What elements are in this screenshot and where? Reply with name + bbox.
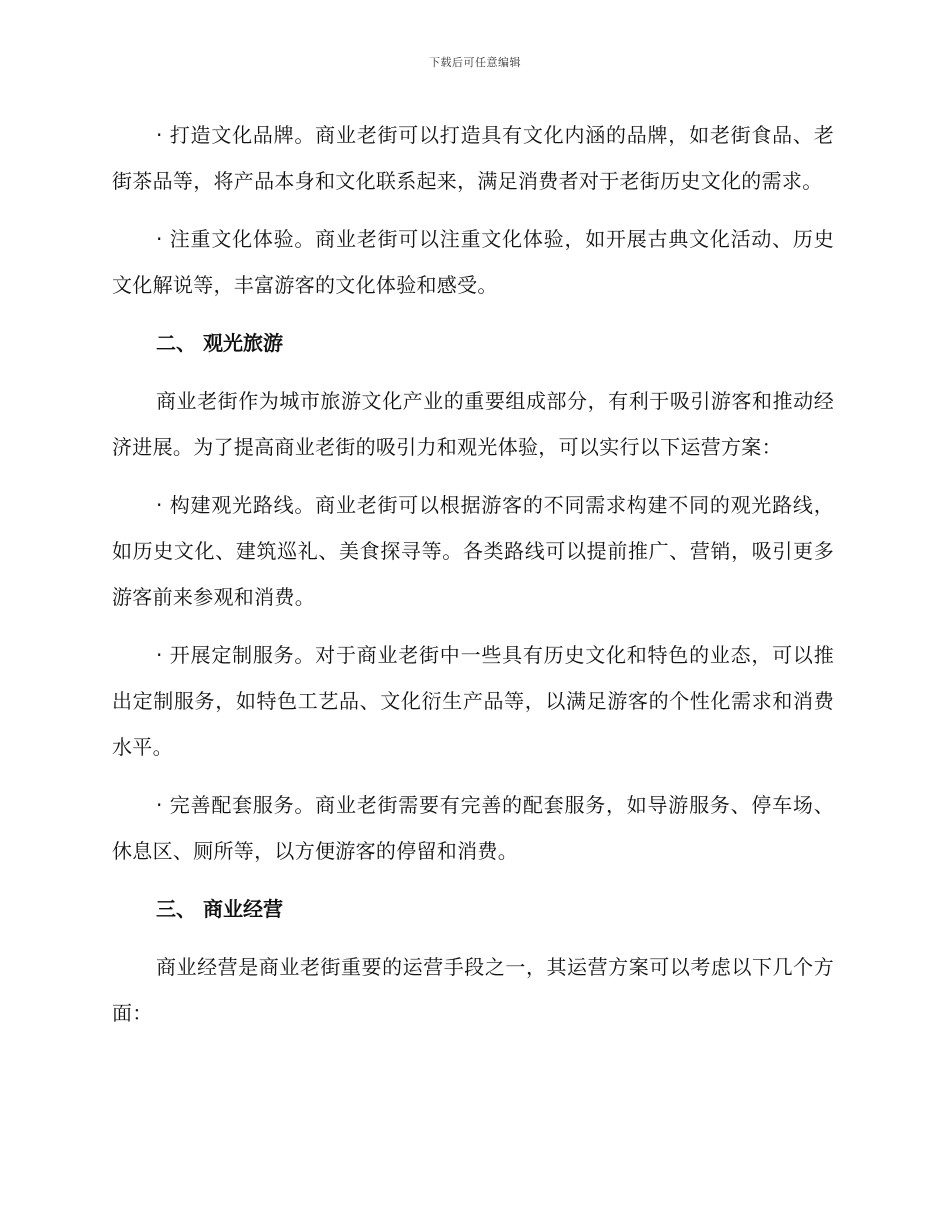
- section-heading-business: 三、 商业经营: [156, 897, 283, 921]
- paragraph-supporting-services: · 完善配套服务。商业老街需要有完善的配套服务，如导游服务、停车场、休息区、厕所等，以方便游客的停留和消费。: [112, 793, 834, 863]
- paragraph-tour-routes: · 构建观光路线。商业老街可以根据游客的不同需求构建不同的观光路线，如历史文化、建筑巡礼、美食探寻等。各类路线可以提前推广、营销，吸引更多游客前来参观和消费。: [112, 493, 834, 609]
- page-header-note: 下载后可任意编辑: [429, 56, 521, 69]
- section-heading-sightseeing: 二、 观光旅游: [156, 331, 283, 355]
- document-body: [112, 112, 834, 1048]
- paragraph-sightseeing-intro: 商业老街作为城市旅游文化产业的重要组成部分，有利于吸引游客和推动经济进展。为了提高商业老街的吸引力和观光体验，可以实行以下运营方案：: [112, 389, 834, 459]
- paragraph-culture-experience: · 注重文化体验。商业老街可以注重文化体验，如开展古典文化活动、历史文化解说等，丰富游客的文化体验和感受。: [112, 227, 834, 297]
- paragraph-culture-brand: · 打造文化品牌。商业老街可以打造具有文化内涵的品牌，如老街食品、老街茶品等，将产品本身和文化联系起来，满足消费者对于老街历史文化的需求。: [112, 123, 834, 193]
- paragraph-custom-services: · 开展定制服务。对于商业老街中一些具有历史文化和特色的业态，可以推出定制服务，如特色工艺品、文化衍生产品等，以满足游客的个性化需求和消费水平。: [112, 643, 834, 759]
- paragraph-business-intro: 商业经营是商业老街重要的运营手段之一，其运营方案可以考虑以下几个方面：: [112, 955, 834, 1025]
